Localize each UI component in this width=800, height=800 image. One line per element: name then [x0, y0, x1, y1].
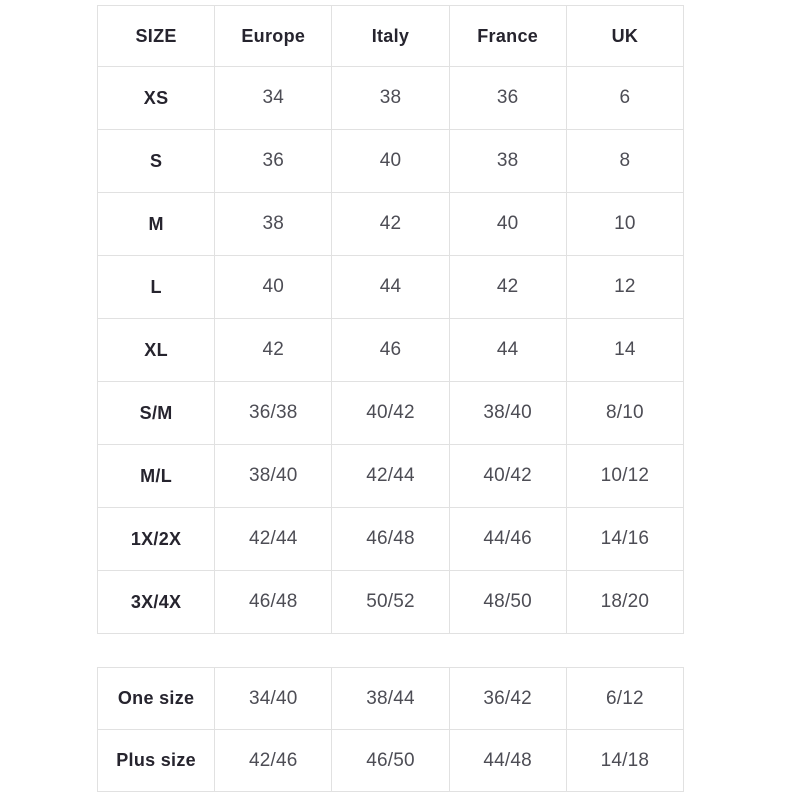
value-cell-france: 36/42 — [449, 668, 566, 730]
value-cell-uk: 8/10 — [566, 382, 683, 445]
size-label-cell: 1X/2X — [98, 508, 215, 571]
header-cell-europe: Europe — [215, 6, 332, 67]
table-row-1x-2x — [98, 508, 684, 571]
value-cell-europe: 46/48 — [215, 571, 332, 634]
value-cell-france: 48/50 — [449, 571, 566, 634]
value-cell-france: 42 — [449, 256, 566, 319]
size-label-cell: XL — [98, 319, 215, 382]
table-row-s — [98, 130, 684, 193]
size-label-cell: 3X/4X — [98, 571, 215, 634]
value-cell-italy: 40 — [332, 130, 449, 193]
value-cell-france: 40 — [449, 193, 566, 256]
table-row-3x-4x — [98, 571, 684, 634]
value-cell-italy: 46/48 — [332, 508, 449, 571]
table-row-xs — [98, 67, 684, 130]
value-cell-france: 36 — [449, 67, 566, 130]
value-cell-italy: 42 — [332, 193, 449, 256]
value-cell-europe: 42/46 — [215, 730, 332, 792]
value-cell-uk: 14 — [566, 319, 683, 382]
value-cell-france: 44/48 — [449, 730, 566, 792]
value-cell-italy: 44 — [332, 256, 449, 319]
size-conversion-table — [97, 5, 684, 634]
value-cell-uk: 6/12 — [566, 668, 683, 730]
value-cell-europe: 38/40 — [215, 445, 332, 508]
table-row-s-m — [98, 382, 684, 445]
value-cell-europe: 36/38 — [215, 382, 332, 445]
value-cell-uk: 14/16 — [566, 508, 683, 571]
value-cell-italy: 46 — [332, 319, 449, 382]
table-row-plus-size — [98, 730, 684, 792]
value-cell-italy: 42/44 — [332, 445, 449, 508]
size-label-cell: S/M — [98, 382, 215, 445]
value-cell-italy: 46/50 — [332, 730, 449, 792]
value-cell-uk: 18/20 — [566, 571, 683, 634]
header-cell-france: France — [449, 6, 566, 67]
value-cell-italy: 50/52 — [332, 571, 449, 634]
value-cell-france: 44 — [449, 319, 566, 382]
table-row-m-l — [98, 445, 684, 508]
header-cell-italy: Italy — [332, 6, 449, 67]
header-row — [98, 6, 684, 67]
value-cell-france: 38 — [449, 130, 566, 193]
table-row-l — [98, 256, 684, 319]
table-row-xl — [98, 319, 684, 382]
size-label-cell: M/L — [98, 445, 215, 508]
size-label-cell: L — [98, 256, 215, 319]
value-cell-europe: 38 — [215, 193, 332, 256]
value-cell-italy: 40/42 — [332, 382, 449, 445]
value-cell-france: 38/40 — [449, 382, 566, 445]
size-label-cell: Plus size — [98, 730, 215, 792]
value-cell-france: 40/42 — [449, 445, 566, 508]
header-cell-size: SIZE — [98, 6, 215, 67]
value-cell-europe: 42/44 — [215, 508, 332, 571]
value-cell-uk: 6 — [566, 67, 683, 130]
value-cell-europe: 36 — [215, 130, 332, 193]
table-row-one-size — [98, 668, 684, 730]
header-cell-uk: UK — [566, 6, 683, 67]
table-row-m — [98, 193, 684, 256]
value-cell-europe: 42 — [215, 319, 332, 382]
value-cell-france: 44/46 — [449, 508, 566, 571]
value-cell-uk: 10/12 — [566, 445, 683, 508]
size-label-cell: M — [98, 193, 215, 256]
value-cell-italy: 38 — [332, 67, 449, 130]
special-sizes-table — [97, 667, 684, 792]
size-label-cell: XS — [98, 67, 215, 130]
value-cell-uk: 14/18 — [566, 730, 683, 792]
value-cell-italy: 38/44 — [332, 668, 449, 730]
value-cell-uk: 8 — [566, 130, 683, 193]
size-label-cell: S — [98, 130, 215, 193]
size-label-cell: One size — [98, 668, 215, 730]
value-cell-uk: 10 — [566, 193, 683, 256]
value-cell-europe: 34/40 — [215, 668, 332, 730]
value-cell-uk: 12 — [566, 256, 683, 319]
value-cell-europe: 40 — [215, 256, 332, 319]
value-cell-europe: 34 — [215, 67, 332, 130]
